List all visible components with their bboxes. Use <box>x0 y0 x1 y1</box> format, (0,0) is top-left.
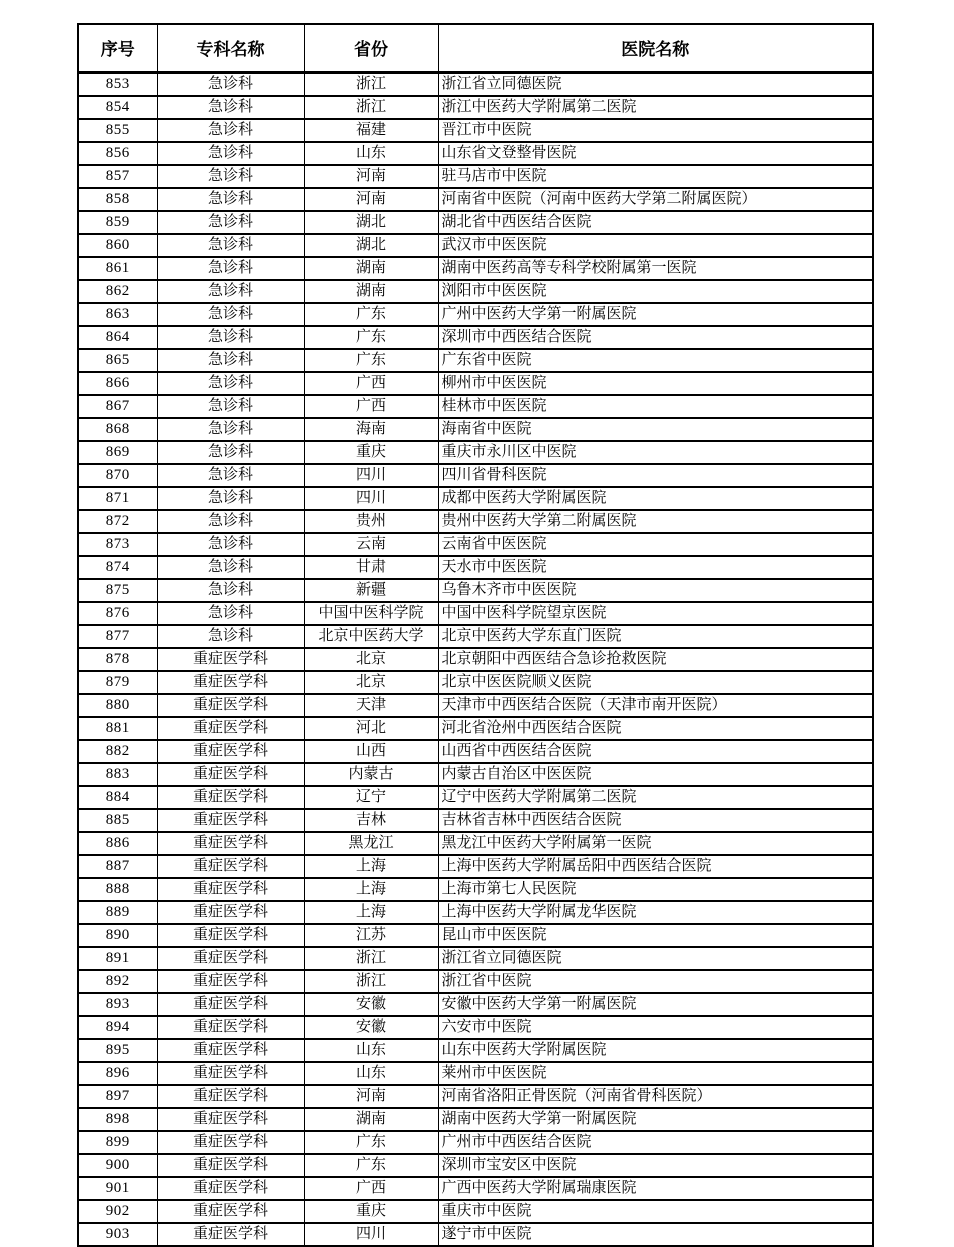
hospital-name-cell: 六安市中医院 <box>438 1016 873 1039</box>
table-row <box>78 119 873 142</box>
province-cell: 上海 <box>304 855 438 878</box>
province-cell: 河北 <box>304 717 438 740</box>
serial-number-cell: 856 <box>78 142 157 165</box>
table-row <box>78 142 873 165</box>
specialty-name-cell: 急诊科 <box>157 579 304 602</box>
table-row <box>78 786 873 809</box>
hospital-name-cell: 河北省沧州中西医结合医院 <box>438 717 873 740</box>
serial-number-cell: 860 <box>78 234 157 257</box>
province-cell: 中国中医科学院 <box>304 602 438 625</box>
serial-number-cell: 878 <box>78 648 157 671</box>
serial-number-cell: 875 <box>78 579 157 602</box>
table-row <box>78 464 873 487</box>
specialty-name-cell: 急诊科 <box>157 188 304 211</box>
hospital-name-cell: 山东中医药大学附属医院 <box>438 1039 873 1062</box>
serial-number-cell: 866 <box>78 372 157 395</box>
specialty-name-cell: 急诊科 <box>157 280 304 303</box>
table-row <box>78 257 873 280</box>
province-cell: 重庆 <box>304 1200 438 1223</box>
province-cell: 甘肃 <box>304 556 438 579</box>
serial-number-cell: 858 <box>78 188 157 211</box>
serial-number-cell: 867 <box>78 395 157 418</box>
table-row <box>78 372 873 395</box>
serial-number-cell: 863 <box>78 303 157 326</box>
specialty-name-cell: 急诊科 <box>157 464 304 487</box>
serial-number-cell: 892 <box>78 970 157 993</box>
serial-number-cell: 902 <box>78 1200 157 1223</box>
specialty-name-cell: 重症医学科 <box>157 1223 304 1246</box>
hospital-name-cell: 广东省中医院 <box>438 349 873 372</box>
serial-number-cell: 893 <box>78 993 157 1016</box>
table-row <box>78 556 873 579</box>
province-cell: 广东 <box>304 326 438 349</box>
specialty-name-cell: 急诊科 <box>157 625 304 648</box>
province-cell: 上海 <box>304 901 438 924</box>
specialty-name-cell: 重症医学科 <box>157 1039 304 1062</box>
table-row <box>78 970 873 993</box>
specialty-name-cell: 急诊科 <box>157 372 304 395</box>
hospital-name-cell: 四川省骨科医院 <box>438 464 873 487</box>
hospital-name-cell: 河南省洛阳正骨医院（河南省骨科医院） <box>438 1085 873 1108</box>
specialty-name-cell: 重症医学科 <box>157 855 304 878</box>
table-row <box>78 1223 873 1246</box>
province-cell: 浙江 <box>304 72 438 96</box>
table-row <box>78 717 873 740</box>
specialty-name-cell: 重症医学科 <box>157 648 304 671</box>
province-cell: 湖南 <box>304 1108 438 1131</box>
specialty-name-cell: 重症医学科 <box>157 832 304 855</box>
hospital-name-cell: 浙江省立同德医院 <box>438 72 873 96</box>
serial-number-cell: 876 <box>78 602 157 625</box>
hospital-name-cell: 黑龙江中医药大学附属第一医院 <box>438 832 873 855</box>
province-cell: 湖北 <box>304 234 438 257</box>
serial-number-cell: 857 <box>78 165 157 188</box>
specialty-name-cell: 重症医学科 <box>157 1062 304 1085</box>
hospital-name-cell: 遂宁市中医院 <box>438 1223 873 1246</box>
hospital-name-cell: 天津市中西医结合医院（天津市南开医院） <box>438 694 873 717</box>
specialty-name-cell: 重症医学科 <box>157 1200 304 1223</box>
province-cell: 山东 <box>304 1062 438 1085</box>
table-row <box>78 740 873 763</box>
serial-number-cell: 903 <box>78 1223 157 1246</box>
province-cell: 四川 <box>304 1223 438 1246</box>
province-cell: 广东 <box>304 1131 438 1154</box>
hospital-name-cell: 湖北省中西医结合医院 <box>438 211 873 234</box>
serial-number-cell: 862 <box>78 280 157 303</box>
specialty-name-cell: 重症医学科 <box>157 740 304 763</box>
serial-number-cell: 872 <box>78 510 157 533</box>
specialty-name-cell: 急诊科 <box>157 165 304 188</box>
hospital-name-cell: 柳州市中医医院 <box>438 372 873 395</box>
table-row <box>78 349 873 372</box>
header-specialty-name: 专科名称 <box>157 24 304 72</box>
specialty-name-cell: 重症医学科 <box>157 717 304 740</box>
hospital-name-cell: 浙江省立同德医院 <box>438 947 873 970</box>
table-row <box>78 763 873 786</box>
table-row <box>78 1016 873 1039</box>
hospital-name-cell: 北京中医医院顺义医院 <box>438 671 873 694</box>
hospital-name-cell: 湖南中医药大学第一附属医院 <box>438 1108 873 1131</box>
hospital-name-cell: 山西省中西医结合医院 <box>438 740 873 763</box>
province-cell: 江苏 <box>304 924 438 947</box>
province-cell: 湖北 <box>304 211 438 234</box>
province-cell: 广西 <box>304 1177 438 1200</box>
serial-number-cell: 898 <box>78 1108 157 1131</box>
table-row <box>78 280 873 303</box>
hospital-name-cell: 天水市中医医院 <box>438 556 873 579</box>
province-cell: 内蒙古 <box>304 763 438 786</box>
hospital-name-cell: 深圳市中西医结合医院 <box>438 326 873 349</box>
specialty-name-cell: 急诊科 <box>157 234 304 257</box>
specialty-name-cell: 急诊科 <box>157 349 304 372</box>
province-cell: 四川 <box>304 487 438 510</box>
province-cell: 重庆 <box>304 441 438 464</box>
hospital-name-cell: 山东省文登整骨医院 <box>438 142 873 165</box>
specialty-name-cell: 重症医学科 <box>157 1131 304 1154</box>
table-row <box>78 188 873 211</box>
serial-number-cell: 888 <box>78 878 157 901</box>
hospital-name-cell: 海南省中医院 <box>438 418 873 441</box>
hospital-name-cell: 武汉市中医医院 <box>438 234 873 257</box>
hospital-name-cell: 上海中医药大学附属龙华医院 <box>438 901 873 924</box>
hospital-name-cell: 晋江市中医院 <box>438 119 873 142</box>
specialty-name-cell: 急诊科 <box>157 96 304 119</box>
hospital-name-cell: 广州市中西医结合医院 <box>438 1131 873 1154</box>
serial-number-cell: 896 <box>78 1062 157 1085</box>
specialty-name-cell: 急诊科 <box>157 602 304 625</box>
province-cell: 吉林 <box>304 809 438 832</box>
header-serial-number: 序号 <box>78 24 157 72</box>
province-cell: 湖南 <box>304 257 438 280</box>
hospital-name-cell: 湖南中医药高等专科学校附属第一医院 <box>438 257 873 280</box>
province-cell: 四川 <box>304 464 438 487</box>
province-cell: 天津 <box>304 694 438 717</box>
specialty-name-cell: 重症医学科 <box>157 1177 304 1200</box>
serial-number-cell: 899 <box>78 1131 157 1154</box>
hospital-name-cell: 重庆市永川区中医院 <box>438 441 873 464</box>
hospital-name-cell: 贵州中医药大学第二附属医院 <box>438 510 873 533</box>
table-row <box>78 510 873 533</box>
province-cell: 新疆 <box>304 579 438 602</box>
specialty-name-cell: 急诊科 <box>157 326 304 349</box>
table-row <box>78 901 873 924</box>
table-row <box>78 947 873 970</box>
table-row <box>78 809 873 832</box>
hospital-name-cell: 辽宁中医药大学附属第二医院 <box>438 786 873 809</box>
serial-number-cell: 880 <box>78 694 157 717</box>
table-row <box>78 1085 873 1108</box>
province-cell: 云南 <box>304 533 438 556</box>
province-cell: 北京中医药大学 <box>304 625 438 648</box>
specialty-name-cell: 重症医学科 <box>157 786 304 809</box>
specialty-name-cell: 重症医学科 <box>157 947 304 970</box>
hospital-name-cell: 广西中医药大学附属瑞康医院 <box>438 1177 873 1200</box>
hospital-name-cell: 广州中医药大学第一附属医院 <box>438 303 873 326</box>
serial-number-cell: 865 <box>78 349 157 372</box>
table-row <box>78 303 873 326</box>
table-row <box>78 602 873 625</box>
serial-number-cell: 854 <box>78 96 157 119</box>
serial-number-cell: 869 <box>78 441 157 464</box>
serial-number-cell: 901 <box>78 1177 157 1200</box>
table-row <box>78 441 873 464</box>
hospital-name-cell: 浙江中医药大学附属第二医院 <box>438 96 873 119</box>
specialty-name-cell: 急诊科 <box>157 142 304 165</box>
serial-number-cell: 868 <box>78 418 157 441</box>
province-cell: 广东 <box>304 303 438 326</box>
table-row <box>78 579 873 602</box>
hospital-table <box>77 23 874 1247</box>
specialty-name-cell: 急诊科 <box>157 418 304 441</box>
hospital-name-cell: 驻马店市中医院 <box>438 165 873 188</box>
specialty-name-cell: 急诊科 <box>157 211 304 234</box>
table-row <box>78 234 873 257</box>
table-row <box>78 96 873 119</box>
specialty-name-cell: 重症医学科 <box>157 1154 304 1177</box>
serial-number-cell: 861 <box>78 257 157 280</box>
province-cell: 贵州 <box>304 510 438 533</box>
table-row <box>78 832 873 855</box>
hospital-name-cell: 北京朝阳中西医结合急诊抢救医院 <box>438 648 873 671</box>
hospital-name-cell: 上海市第七人民医院 <box>438 878 873 901</box>
serial-number-cell: 859 <box>78 211 157 234</box>
serial-number-cell: 874 <box>78 556 157 579</box>
specialty-name-cell: 急诊科 <box>157 119 304 142</box>
specialty-name-cell: 急诊科 <box>157 556 304 579</box>
hospital-name-cell: 莱州市中医医院 <box>438 1062 873 1085</box>
province-cell: 北京 <box>304 671 438 694</box>
table-row <box>78 326 873 349</box>
serial-number-cell: 883 <box>78 763 157 786</box>
province-cell: 河南 <box>304 188 438 211</box>
serial-number-cell: 887 <box>78 855 157 878</box>
specialty-name-cell: 急诊科 <box>157 395 304 418</box>
hospital-name-cell: 河南省中医院（河南中医药大学第二附属医院） <box>438 188 873 211</box>
serial-number-cell: 886 <box>78 832 157 855</box>
serial-number-cell: 895 <box>78 1039 157 1062</box>
table-header-row <box>78 24 873 72</box>
specialty-name-cell: 重症医学科 <box>157 1108 304 1131</box>
table-row <box>78 671 873 694</box>
serial-number-cell: 877 <box>78 625 157 648</box>
serial-number-cell: 884 <box>78 786 157 809</box>
province-cell: 山东 <box>304 1039 438 1062</box>
hospital-name-cell: 安徽中医药大学第一附属医院 <box>438 993 873 1016</box>
province-cell: 浙江 <box>304 947 438 970</box>
hospital-name-cell: 浙江省中医院 <box>438 970 873 993</box>
table-row <box>78 533 873 556</box>
table-row <box>78 1177 873 1200</box>
province-cell: 山西 <box>304 740 438 763</box>
table-row <box>78 993 873 1016</box>
hospital-name-cell: 上海中医药大学附属岳阳中西医结合医院 <box>438 855 873 878</box>
specialty-name-cell: 重症医学科 <box>157 970 304 993</box>
hospital-name-cell: 云南省中医医院 <box>438 533 873 556</box>
specialty-name-cell: 急诊科 <box>157 303 304 326</box>
hospital-name-cell: 北京中医药大学东直门医院 <box>438 625 873 648</box>
table-row <box>78 72 873 96</box>
specialty-name-cell: 重症医学科 <box>157 763 304 786</box>
serial-number-cell: 890 <box>78 924 157 947</box>
specialty-name-cell: 急诊科 <box>157 257 304 280</box>
specialty-name-cell: 重症医学科 <box>157 924 304 947</box>
hospital-name-cell: 昆山市中医医院 <box>438 924 873 947</box>
serial-number-cell: 885 <box>78 809 157 832</box>
table-row <box>78 1154 873 1177</box>
table-row <box>78 395 873 418</box>
table-row <box>78 878 873 901</box>
serial-number-cell: 879 <box>78 671 157 694</box>
province-cell: 广东 <box>304 1154 438 1177</box>
serial-number-cell: 881 <box>78 717 157 740</box>
province-cell: 北京 <box>304 648 438 671</box>
specialty-name-cell: 重症医学科 <box>157 993 304 1016</box>
specialty-name-cell: 重症医学科 <box>157 901 304 924</box>
table-row <box>78 1131 873 1154</box>
province-cell: 广西 <box>304 395 438 418</box>
province-cell: 广西 <box>304 372 438 395</box>
serial-number-cell: 900 <box>78 1154 157 1177</box>
specialty-name-cell: 重症医学科 <box>157 878 304 901</box>
serial-number-cell: 882 <box>78 740 157 763</box>
table-body <box>78 72 873 1246</box>
province-cell: 海南 <box>304 418 438 441</box>
table-row <box>78 165 873 188</box>
table-row <box>78 694 873 717</box>
hospital-name-cell: 吉林省吉林中西医结合医院 <box>438 809 873 832</box>
province-cell: 安徽 <box>304 1016 438 1039</box>
table-row <box>78 211 873 234</box>
hospital-name-cell: 浏阳市中医医院 <box>438 280 873 303</box>
serial-number-cell: 855 <box>78 119 157 142</box>
province-cell: 上海 <box>304 878 438 901</box>
hospital-name-cell: 重庆市中医院 <box>438 1200 873 1223</box>
table-row <box>78 1039 873 1062</box>
specialty-name-cell: 重症医学科 <box>157 1016 304 1039</box>
province-cell: 河南 <box>304 165 438 188</box>
province-cell: 黑龙江 <box>304 832 438 855</box>
serial-number-cell: 889 <box>78 901 157 924</box>
hospital-name-cell: 成都中医药大学附属医院 <box>438 487 873 510</box>
specialty-name-cell: 急诊科 <box>157 441 304 464</box>
hospital-name-cell: 乌鲁木齐市中医医院 <box>438 579 873 602</box>
serial-number-cell: 864 <box>78 326 157 349</box>
hospital-name-cell: 桂林市中医医院 <box>438 395 873 418</box>
table-row <box>78 1108 873 1131</box>
province-cell: 安徽 <box>304 993 438 1016</box>
table-row <box>78 418 873 441</box>
serial-number-cell: 891 <box>78 947 157 970</box>
specialty-name-cell: 重症医学科 <box>157 809 304 832</box>
specialty-name-cell: 急诊科 <box>157 510 304 533</box>
hospital-name-cell: 中国中医科学院望京医院 <box>438 602 873 625</box>
serial-number-cell: 873 <box>78 533 157 556</box>
province-cell: 湖南 <box>304 280 438 303</box>
table-row <box>78 625 873 648</box>
hospital-name-cell: 深圳市宝安区中医院 <box>438 1154 873 1177</box>
serial-number-cell: 894 <box>78 1016 157 1039</box>
specialty-name-cell: 急诊科 <box>157 487 304 510</box>
serial-number-cell: 870 <box>78 464 157 487</box>
table-row <box>78 487 873 510</box>
table-row <box>78 924 873 947</box>
serial-number-cell: 871 <box>78 487 157 510</box>
province-cell: 河南 <box>304 1085 438 1108</box>
table-row <box>78 648 873 671</box>
province-cell: 广东 <box>304 349 438 372</box>
province-cell: 浙江 <box>304 96 438 119</box>
serial-number-cell: 897 <box>78 1085 157 1108</box>
province-cell: 山东 <box>304 142 438 165</box>
specialty-name-cell: 急诊科 <box>157 72 304 96</box>
specialty-name-cell: 重症医学科 <box>157 671 304 694</box>
table-row <box>78 1062 873 1085</box>
serial-number-cell: 853 <box>78 72 157 96</box>
header-hospital-name: 医院名称 <box>438 24 873 72</box>
province-cell: 浙江 <box>304 970 438 993</box>
province-cell: 福建 <box>304 119 438 142</box>
table-row <box>78 855 873 878</box>
header-province: 省份 <box>304 24 438 72</box>
specialty-name-cell: 重症医学科 <box>157 694 304 717</box>
specialty-name-cell: 急诊科 <box>157 533 304 556</box>
province-cell: 辽宁 <box>304 786 438 809</box>
hospital-name-cell: 内蒙古自治区中医医院 <box>438 763 873 786</box>
specialty-name-cell: 重症医学科 <box>157 1085 304 1108</box>
table-row <box>78 1200 873 1223</box>
